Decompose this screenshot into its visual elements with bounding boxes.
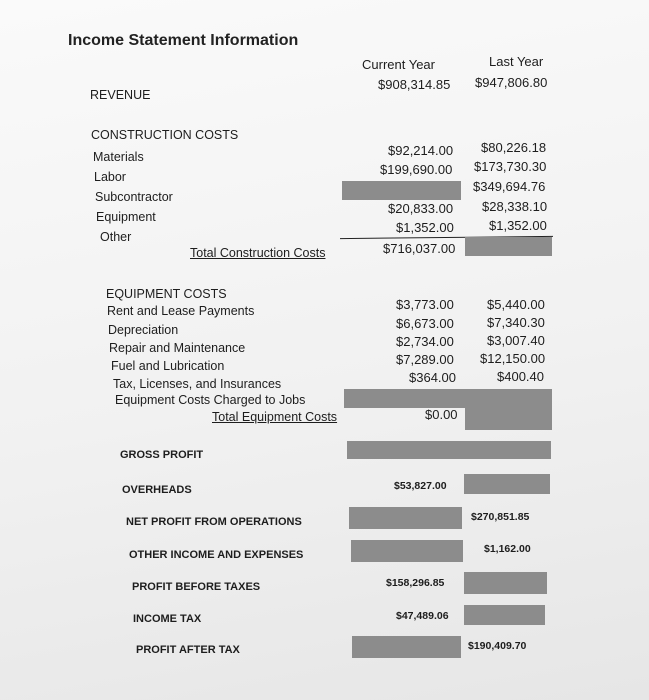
fuel-lubrication-current: $7,289.00 xyxy=(396,352,454,367)
equipment-current: $20,833.00 xyxy=(388,201,454,216)
gross-profit-label: GROSS PROFIT xyxy=(120,449,204,461)
overheads-label: OVERHEADS xyxy=(122,484,192,496)
profit-after-tax-current-blank xyxy=(352,636,461,658)
overheads-current: $53,827.00 xyxy=(394,480,447,492)
page-title: Income Statement Information xyxy=(68,32,299,49)
other-label: Other xyxy=(100,230,132,244)
equipment-costs-heading: EQUIPMENT COSTS xyxy=(106,287,227,301)
tax-licenses-insurances-last: $400.40 xyxy=(497,369,544,384)
income-tax-current: $47,489.06 xyxy=(396,610,449,622)
other-income-last: $1,162.00 xyxy=(484,543,531,555)
total-equipment-costs-current: $0.00 xyxy=(425,407,458,422)
total-equipment-costs-label: Total Equipment Costs xyxy=(212,410,338,424)
other-current: $1,352.00 xyxy=(396,220,454,235)
income-tax-label: INCOME TAX xyxy=(133,613,202,625)
depreciation-last: $7,340.30 xyxy=(487,315,545,330)
other-income-current-blank xyxy=(351,540,463,562)
total-equipment-costs-last-blank xyxy=(465,405,552,430)
rent-lease-current: $3,773.00 xyxy=(396,297,454,312)
equipment-last: $28,338.10 xyxy=(482,199,548,214)
revenue-last: $947,806.80 xyxy=(475,75,548,90)
subcontractor-label: Subcontractor xyxy=(95,190,173,204)
labor-current: $199,690.00 xyxy=(380,162,453,177)
repair-maintenance-label: Repair and Maintenance xyxy=(109,341,246,355)
profit-after-tax-last: $190,409.70 xyxy=(468,640,527,652)
subcontractor-current-blank xyxy=(342,181,461,200)
income-tax-last-blank xyxy=(464,605,545,625)
materials-last: $80,226.18 xyxy=(481,140,547,155)
repair-maintenance-last: $3,007.40 xyxy=(487,333,545,348)
revenue-current: $908,314.85 xyxy=(378,77,451,92)
net-profit-last: $270,851.85 xyxy=(471,511,530,523)
depreciation-current: $6,673.00 xyxy=(396,316,454,331)
tax-licenses-insurances-current: $364.00 xyxy=(409,370,456,385)
depreciation-label: Depreciation xyxy=(108,323,179,337)
net-profit-current-blank xyxy=(349,507,462,529)
profit-before-taxes-label: PROFIT BEFORE TAXES xyxy=(132,581,261,593)
total-construction-costs-label: Total Construction Costs xyxy=(190,246,326,260)
construction-costs-heading: CONSTRUCTION COSTS xyxy=(91,128,239,142)
profit-before-taxes-last-blank xyxy=(464,572,547,594)
subcontractor-last: $349,694.76 xyxy=(473,179,546,194)
repair-maintenance-current: $2,734.00 xyxy=(396,334,454,349)
rent-lease-label: Rent and Lease Payments xyxy=(107,304,255,318)
total-construction-costs-current: $716,037.00 xyxy=(383,241,456,256)
tax-licenses-insurances-label: Tax, Licenses, and Insurances xyxy=(113,377,282,391)
column-header-last-year: Last Year xyxy=(489,54,544,69)
net-profit-label: NET PROFIT FROM OPERATIONS xyxy=(126,516,302,528)
gross-profit-blank xyxy=(347,441,551,459)
materials-current: $92,214.00 xyxy=(388,143,454,158)
rent-lease-last: $5,440.00 xyxy=(487,297,545,312)
profit-after-tax-label: PROFIT AFTER TAX xyxy=(136,644,240,656)
overheads-last-blank xyxy=(464,474,550,494)
fuel-lubrication-last: $12,150.00 xyxy=(480,351,546,366)
equipment-charged-to-jobs-label: Equipment Costs Charged to Jobs xyxy=(115,393,306,407)
revenue-label: REVENUE xyxy=(90,88,151,102)
labor-last: $173,730.30 xyxy=(474,159,547,174)
other-last: $1,352.00 xyxy=(489,218,547,233)
labor-label: Labor xyxy=(94,170,126,184)
column-header-current-year: Current Year xyxy=(362,57,435,72)
equipment-label: Equipment xyxy=(96,210,156,224)
profit-before-taxes-current: $158,296.85 xyxy=(386,577,445,589)
materials-label: Materials xyxy=(93,150,144,164)
other-income-expenses-label: OTHER INCOME AND EXPENSES xyxy=(129,549,304,561)
fuel-lubrication-label: Fuel and Lubrication xyxy=(111,359,225,373)
total-construction-costs-last-blank xyxy=(465,237,552,256)
